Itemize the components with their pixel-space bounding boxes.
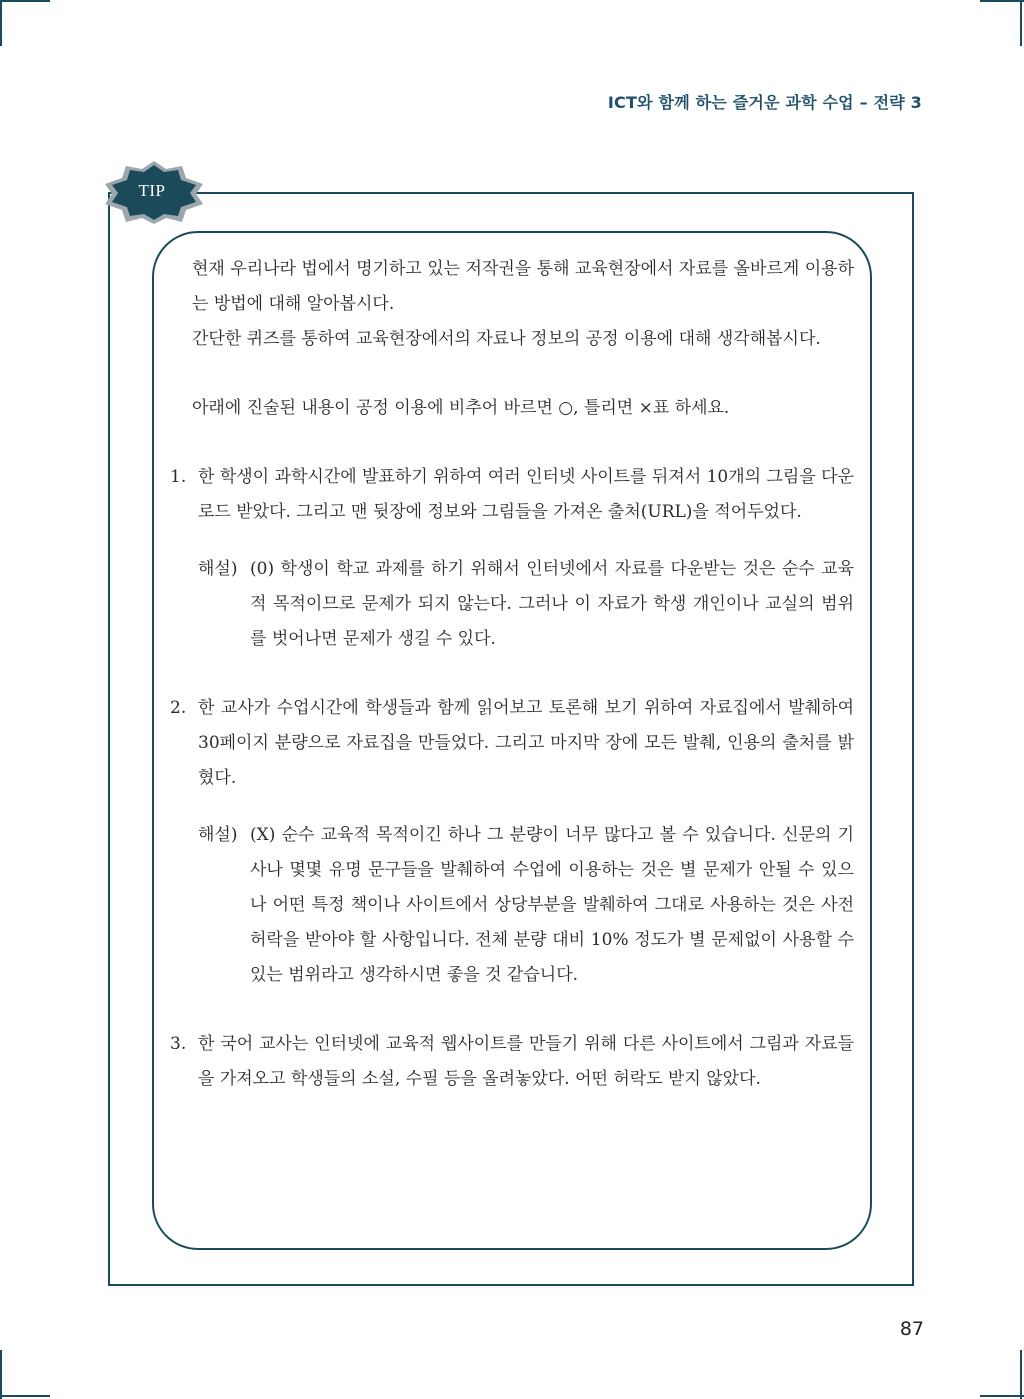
question-body: 한 국어 교사는 인터넷에 교육적 웹사이트를 만들기 위해 다른 사이트에서 그림과 자료들을 가져오고 학생들의 소설, 수필 등을 올려놓았다. 어떤 허락도 받지 않았다. (198, 1034, 854, 1089)
crop-mark-bottom-right-v (1020, 1350, 1022, 1399)
quiz-instruction: 아래에 진술된 내용이 공정 이용에 비추어 바르면 ○, 틀리면 ×표 하세요. (192, 398, 730, 418)
explanation (170, 552, 854, 657)
page-number: 87 (899, 1318, 924, 1340)
crop-mark-top-left-v (0, 0, 2, 46)
crop-mark-top-left-h (0, 0, 50, 2)
tip-content (170, 252, 854, 1097)
crop-mark-bottom-left-v (0, 1350, 2, 1399)
question-3 (170, 1027, 854, 1097)
tip-label: TIP (138, 181, 166, 200)
running-header: ICT와 함께 하는 즐거운 과학 수업 – 전략 3 (607, 93, 922, 112)
question-body: 한 교사가 수업시간에 학생들과 함께 읽어보고 토론해 보기 위하여 자료집에서 발췌하여 30페이지 분량으로 자료집을 만들었다. 그리고 마지막 장에 모든 발췌, 인용의 출처를 밝혔다. (198, 698, 854, 788)
intro-paragraph-1: 현재 우리나라 법에서 명기하고 있는 저작권을 통해 교육현장에서 자료를 올바르게 이용하는 방법에 대해 알아봅시다. (192, 259, 854, 314)
question-number: 3. (170, 1034, 187, 1054)
question-body: 한 학생이 과학시간에 발표하기 위하여 여러 인터넷 사이트를 뒤져서 10개의 그림을 다운로드 받았다. 그리고 맨 뒷장에 정보와 그림들을 가져온 출처(URL)을 적어두었다. (198, 467, 854, 522)
question-number: 1. (170, 467, 187, 487)
explanation-body: (X) 순수 교육적 목적이긴 하나 그 분량이 너무 많다고 볼 수 있습니다. 신문의 기사나 몇몇 유명 문구들을 발췌하여 수업에 이용하는 것은 별 문제가 안될 수 있으나 어떤 특정 책이나 사이트에서 상당부분을 발췌하여 그대로 사용하는 것은 사전 허락을 받아야 할 사항입니다. 전체 분량 대비 10% 정도가 별 문제없이 사용할 수 있는 범위라고 생각하시면 좋을 것 같습니다. (250, 825, 854, 985)
question-text (170, 1027, 854, 1097)
question-number: 2. (170, 698, 187, 718)
question-text (170, 460, 854, 530)
explanation-label: 해설) (198, 825, 238, 845)
question-1 (170, 460, 854, 657)
crop-mark-top-right-v (1020, 0, 1022, 46)
crop-mark-bottom-left-h (0, 1395, 50, 1397)
intro-paragraph-2: 간단한 퀴즈를 통하여 교육현장에서의 자료나 정보의 공정 이용에 대해 생각해봅시다. (192, 329, 821, 349)
question-2 (170, 691, 854, 993)
explanation (170, 818, 854, 993)
crop-mark-bottom-right-h (980, 1395, 1024, 1397)
crop-mark-top-right-h (980, 0, 1024, 2)
explanation-label: 해설) (198, 559, 238, 579)
explanation-body: (0) 학생이 학교 과제를 하기 위해서 인터넷에서 자료를 다운받는 것은 순수 교육적 목적이므로 문제가 되지 않는다. 그러나 이 자료가 학생 개인이나 교실의 범위를 벗어나면 문제가 생길 수 있다. (250, 559, 854, 649)
question-text (170, 691, 854, 796)
